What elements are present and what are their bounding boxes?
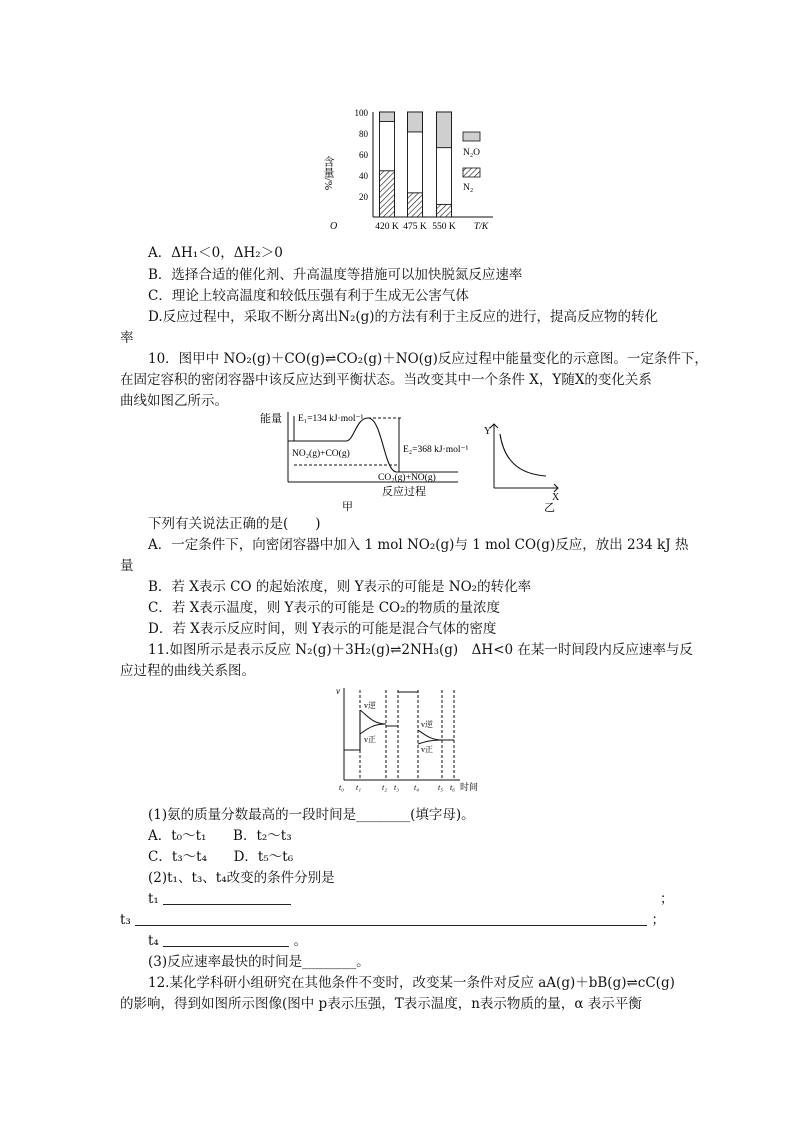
jia-y-label: 能量 — [260, 413, 282, 425]
bar-n2o-cap-2 — [408, 112, 423, 132]
q10-option-a-cont: 量 — [120, 558, 134, 574]
x-tick-420: 420 K — [375, 222, 399, 232]
y-tick-60: 60 — [359, 150, 368, 160]
q10-question: 下列有关说法正确的是( ) — [148, 516, 321, 532]
legend-swatch-n2 — [463, 168, 480, 177]
y-tick-80: 80 — [359, 129, 368, 139]
q11-t1-row — [148, 890, 291, 908]
jia-products: CO₂(g)+NO(g) — [378, 473, 436, 483]
q9-option-c: C．理论上较高温度和较低压强有利于生成无公害气体 — [148, 288, 469, 304]
x-tick-550: 550 K — [432, 222, 456, 232]
q11-t3-blank[interactable] — [135, 911, 647, 926]
q11-option-d: D．t₅～t₆ — [233, 849, 294, 865]
q10-option-b: B．若 X表示 CO 的起始浓度，则 Y表示的可能是 NO₂的转化率 — [148, 579, 532, 595]
legend-label-n2o: N₂O — [463, 148, 481, 158]
q10-stem-1: 10．图甲中 NO₂(g)＋CO(g)⇌CO₂(g)＋NO(g)反应过程中能量变化的示意图。一定条件下， — [148, 351, 708, 367]
q11-option-a: A．t₀～t₁ — [148, 828, 207, 844]
rt-t4: t₄ — [414, 783, 420, 792]
q11-stem-1: 11.如图所示是表示反应 N₂(g)＋3H₂(g)⇌2NH₃(g) ΔH<0 在某一时间段内反应速率与反 — [148, 642, 693, 658]
q11-sub3: (3)反应速率最快的时间是________。 — [148, 954, 370, 970]
rt-v-zheng-1: v正 — [364, 735, 376, 744]
jia-reactants: NO₂(g)+CO(g) — [292, 449, 350, 459]
rt-v-zheng-2: v正 — [421, 745, 433, 754]
rt-v-ni-1: v逆 — [364, 701, 376, 710]
bar-n2o-cap-1 — [380, 112, 395, 121]
q12-stem-2: 的影响，得到如图所示图像(图中 p表示压强，T表示温度，n表示物质的量，α 表示平衡 — [120, 996, 642, 1012]
q11-t3-row — [120, 911, 665, 929]
rt-v-ni-2: v逆 — [421, 720, 433, 729]
q10-stem-3: 曲线如图乙所示。 — [120, 393, 228, 409]
legend-label-n2: N₂ — [463, 183, 474, 193]
rt-v-label: v — [336, 686, 340, 696]
q11-t4-period: 。 — [293, 933, 307, 949]
jia-caption: 甲 — [342, 501, 353, 513]
yi-y-label: Y — [484, 426, 492, 437]
yi-curve — [500, 434, 546, 476]
rt-t5: t₅ — [438, 783, 444, 792]
y-tick-40: 40 — [359, 171, 368, 181]
y-tick-100: 100 — [354, 108, 368, 118]
q9-option-d-cont: 率 — [120, 330, 134, 346]
rt-x-label: 时间 — [460, 782, 479, 792]
q11-sub1-options-cd — [148, 848, 293, 866]
rt-t6: t₆ — [450, 783, 456, 792]
q11-t1-blank[interactable] — [163, 890, 291, 905]
legend-swatch-n2o — [463, 132, 480, 141]
chart-y-label: 含量/% — [322, 156, 334, 191]
energy-diagram-jia — [258, 408, 473, 514]
rt-t2: t₂ — [382, 783, 388, 792]
q11-t4-blank[interactable] — [163, 932, 289, 947]
y-tick-20: 20 — [359, 192, 368, 202]
x-tick-475: 475 K — [403, 222, 427, 232]
q11-stem-2: 应过程的曲线关系图。 — [120, 663, 255, 679]
yi-x-label: X — [552, 492, 560, 503]
bar-n2o-cap-3 — [437, 112, 452, 148]
chart-origin: O — [330, 221, 338, 232]
curve-diagram-yi — [480, 420, 575, 514]
x-axis-unit: T/K — [474, 222, 489, 232]
bar-n2-3 — [437, 204, 452, 217]
q9-option-a: A．ΔH₁＜0，ΔH₂＞0 — [148, 245, 283, 261]
rt-t3: t₃ — [394, 783, 400, 792]
jia-e2: E₂=368 kJ·mol⁻¹ — [403, 445, 469, 455]
q11-t1-semicolon: ； — [660, 891, 674, 907]
rt-t1: t₁ — [356, 783, 362, 792]
gas-content-bar-chart — [322, 102, 508, 236]
q11-t4-row — [148, 932, 307, 950]
q11-sub1-options-ab — [148, 827, 292, 845]
q11-option-c: C．t₃～t₄ — [148, 849, 208, 865]
yi-caption: 乙 — [544, 502, 555, 514]
q10-option-c: C．若 X表示温度，则 Y表示的可能是 CO₂的物质的量浓度 — [148, 600, 501, 616]
q9-option-d: D.反应过程中，采取不断分离出N₂(g)的方法有利于主反应的进行，提高反应物的转化 — [148, 309, 659, 325]
q11-t1-label: t₁ — [148, 891, 159, 907]
jia-x-label: 反应过程 — [382, 486, 426, 498]
q10-option-d: D．若 X表示反应时间，则 Y表示的可能是混合气体的密度 — [148, 621, 497, 637]
q11-t3-label: t₃ — [120, 912, 131, 928]
rt-t0: t₀ — [339, 783, 345, 792]
q11-sub2: (2)t₁、t₃、t₄改变的条件分别是 — [148, 870, 335, 886]
q11-t3-semicolon: ； — [651, 912, 665, 928]
rate-time-diagram — [332, 686, 492, 796]
q9-option-b: B．选择合适的催化剂、升高温度等措施可以加快脱氮反应速率 — [148, 267, 523, 283]
q11-option-b: B．t₂～t₃ — [233, 828, 292, 844]
q11-sub1: (1)氨的质量分数最高的一段时间是________(填字母)。 — [148, 807, 475, 823]
jia-e1: E₁=134 kJ·mol⁻¹ — [298, 414, 364, 424]
bar-n2-1 — [380, 171, 395, 217]
q12-stem-1: 12.某化学科研小组研究在其他条件不变时，改变某一条件对反应 aA(g)＋bB(g)⇌cC(g) — [148, 975, 675, 991]
q10-stem-2: 在固定容积的密闭容器中该反应达到平衡状态。当改变其中一个条件 X，Y随X的变化关系 — [120, 372, 652, 388]
q10-option-a: A．一定条件下，向密闭容器中加入 1 mol NO₂(g)与 1 mol CO(g)反应，放出 234 kJ 热 — [148, 537, 689, 553]
q11-t4-label: t₄ — [148, 933, 159, 949]
bar-n2-2 — [408, 193, 423, 217]
